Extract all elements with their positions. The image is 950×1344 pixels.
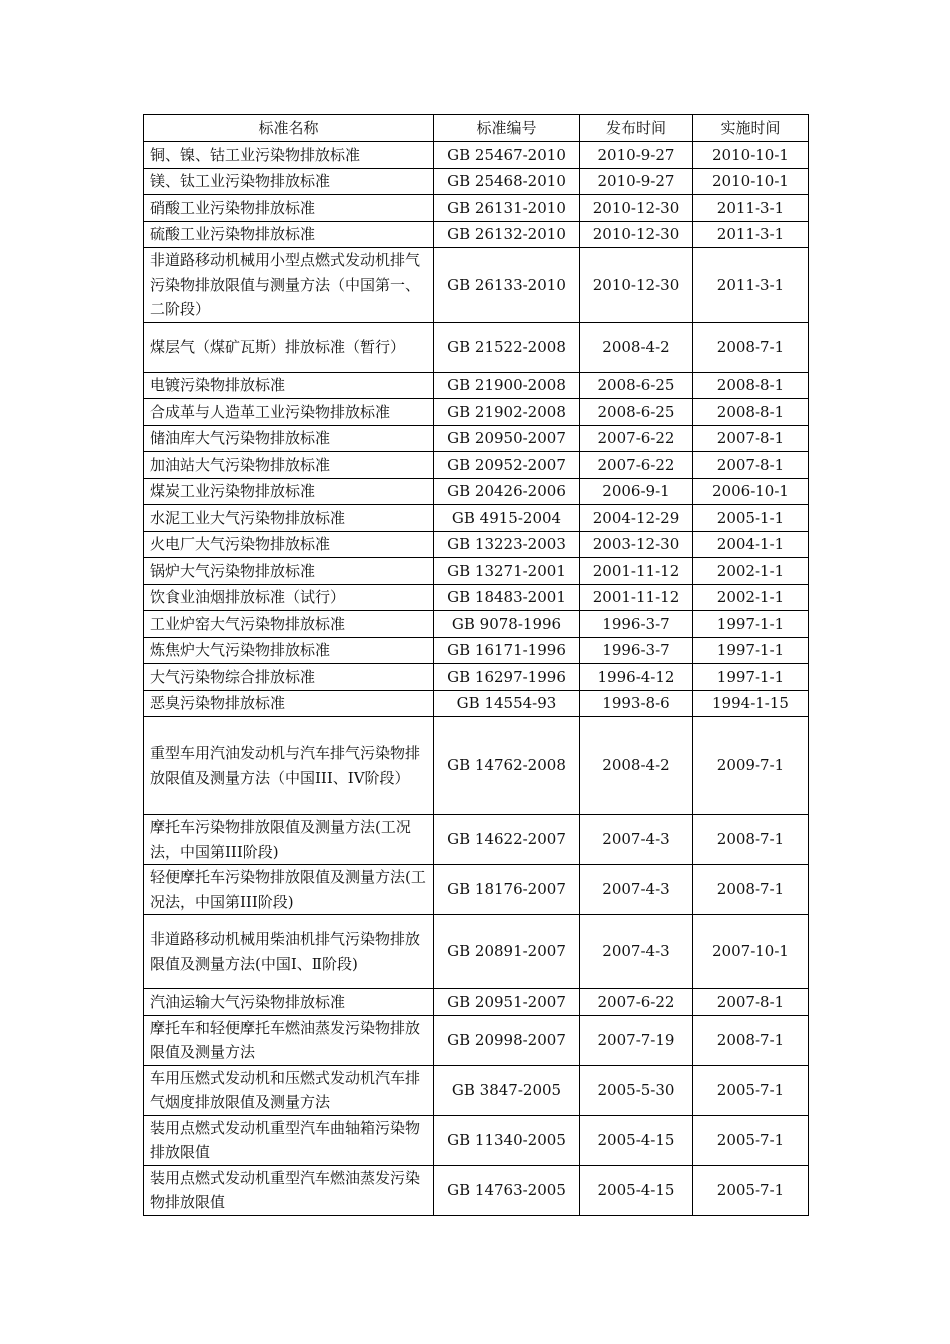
table-row bbox=[144, 168, 809, 195]
effective-date-cell: 2002-1-1 bbox=[693, 584, 809, 611]
effective-date-cell: 2005-7-1 bbox=[693, 1115, 809, 1165]
issue-date-cell: 2007-4-3 bbox=[580, 915, 693, 989]
header-standard-code: 标准编号 bbox=[434, 115, 580, 142]
standard-code-cell: GB 14622-2007 bbox=[434, 815, 580, 865]
issue-date-cell: 2005-5-30 bbox=[580, 1065, 693, 1115]
standard-code-cell: GB 21902-2008 bbox=[434, 399, 580, 426]
standard-code-cell: GB 20998-2007 bbox=[434, 1015, 580, 1065]
effective-date-cell: 1997-1-1 bbox=[693, 637, 809, 664]
standard-name-cell: 非道路移动机械用柴油机排气污染物排放限值及测量方法(中国Ⅰ、Ⅱ阶段) bbox=[144, 915, 434, 989]
standard-code-cell: GB 18176-2007 bbox=[434, 865, 580, 915]
table-row bbox=[144, 322, 809, 372]
table-row bbox=[144, 1115, 809, 1165]
standard-code-cell: GB 16171-1996 bbox=[434, 637, 580, 664]
standard-code-cell: GB 14554-93 bbox=[434, 690, 580, 717]
issue-date-cell: 2007-7-19 bbox=[580, 1015, 693, 1065]
table-row bbox=[144, 1065, 809, 1115]
standard-code-cell: GB 26133-2010 bbox=[434, 248, 580, 323]
effective-date-cell: 1994-1-15 bbox=[693, 690, 809, 717]
table-row bbox=[144, 372, 809, 399]
standard-code-cell: GB 18483-2001 bbox=[434, 584, 580, 611]
effective-date-cell: 2010-10-1 bbox=[693, 142, 809, 169]
issue-date-cell: 2008-6-25 bbox=[580, 399, 693, 426]
issue-date-cell: 2008-4-2 bbox=[580, 717, 693, 815]
standard-code-cell: GB 20891-2007 bbox=[434, 915, 580, 989]
effective-date-cell: 2005-7-1 bbox=[693, 1065, 809, 1115]
standard-name-cell: 轻便摩托车污染物排放限值及测量方法(工况法，中国第III阶段) bbox=[144, 865, 434, 915]
issue-date-cell: 2010-12-30 bbox=[580, 248, 693, 323]
effective-date-cell: 2008-8-1 bbox=[693, 399, 809, 426]
issue-date-cell: 2008-4-2 bbox=[580, 322, 693, 372]
table-row bbox=[144, 531, 809, 558]
issue-date-cell: 2010-12-30 bbox=[580, 195, 693, 222]
effective-date-cell: 1997-1-1 bbox=[693, 664, 809, 691]
issue-date-cell: 2008-6-25 bbox=[580, 372, 693, 399]
standard-code-cell: GB 26132-2010 bbox=[434, 221, 580, 248]
table-row bbox=[144, 505, 809, 532]
table-row bbox=[144, 815, 809, 865]
standard-name-cell: 储油库大气污染物排放标准 bbox=[144, 425, 434, 452]
table-row bbox=[144, 248, 809, 323]
table-row bbox=[144, 142, 809, 169]
effective-date-cell: 2011-3-1 bbox=[693, 221, 809, 248]
table-row bbox=[144, 558, 809, 585]
standard-name-cell: 铜、镍、钴工业污染物排放标准 bbox=[144, 142, 434, 169]
issue-date-cell: 2005-4-15 bbox=[580, 1165, 693, 1215]
effective-date-cell: 2009-7-1 bbox=[693, 717, 809, 815]
table-body bbox=[144, 142, 809, 1216]
standard-name-cell: 煤层气（煤矿瓦斯）排放标准（暂行） bbox=[144, 322, 434, 372]
table-row bbox=[144, 717, 809, 815]
effective-date-cell: 2007-8-1 bbox=[693, 452, 809, 479]
effective-date-cell: 2011-3-1 bbox=[693, 248, 809, 323]
standard-code-cell: GB 25468-2010 bbox=[434, 168, 580, 195]
standard-name-cell: 大气污染物综合排放标准 bbox=[144, 664, 434, 691]
effective-date-cell: 2008-7-1 bbox=[693, 1015, 809, 1065]
standard-name-cell: 水泥工业大气污染物排放标准 bbox=[144, 505, 434, 532]
issue-date-cell: 1993-8-6 bbox=[580, 690, 693, 717]
standard-name-cell: 装用点燃式发动机重型汽车燃油蒸发污染物排放限值 bbox=[144, 1165, 434, 1215]
standard-name-cell: 火电厂大气污染物排放标准 bbox=[144, 531, 434, 558]
effective-date-cell: 2005-1-1 bbox=[693, 505, 809, 532]
standard-name-cell: 重型车用汽油发动机与汽车排气污染物排放限值及测量方法（中国III、IV阶段） bbox=[144, 717, 434, 815]
issue-date-cell: 2007-4-3 bbox=[580, 815, 693, 865]
standard-code-cell: GB 20950-2007 bbox=[434, 425, 580, 452]
standard-code-cell: GB 25467-2010 bbox=[434, 142, 580, 169]
standard-code-cell: GB 26131-2010 bbox=[434, 195, 580, 222]
table-row bbox=[144, 915, 809, 989]
standard-code-cell: GB 16297-1996 bbox=[434, 664, 580, 691]
issue-date-cell: 2010-12-30 bbox=[580, 221, 693, 248]
standard-name-cell: 摩托车和轻便摩托车燃油蒸发污染物排放限值及测量方法 bbox=[144, 1015, 434, 1065]
effective-date-cell: 2004-1-1 bbox=[693, 531, 809, 558]
standard-code-cell: GB 20952-2007 bbox=[434, 452, 580, 479]
table-row bbox=[144, 195, 809, 222]
effective-date-cell: 2008-8-1 bbox=[693, 372, 809, 399]
standard-name-cell: 电镀污染物排放标准 bbox=[144, 372, 434, 399]
header-standard-name: 标准名称 bbox=[144, 115, 434, 142]
standard-code-cell: GB 3847-2005 bbox=[434, 1065, 580, 1115]
effective-date-cell: 2007-8-1 bbox=[693, 425, 809, 452]
table-row bbox=[144, 664, 809, 691]
effective-date-cell: 1997-1-1 bbox=[693, 611, 809, 638]
standard-name-cell: 汽油运输大气污染物排放标准 bbox=[144, 989, 434, 1016]
issue-date-cell: 2001-11-12 bbox=[580, 584, 693, 611]
header-issue-date: 发布时间 bbox=[580, 115, 693, 142]
effective-date-cell: 2007-10-1 bbox=[693, 915, 809, 989]
issue-date-cell: 2010-9-27 bbox=[580, 142, 693, 169]
issue-date-cell: 2007-4-3 bbox=[580, 865, 693, 915]
standard-name-cell: 装用点燃式发动机重型汽车曲轴箱污染物排放限值 bbox=[144, 1115, 434, 1165]
table-row bbox=[144, 399, 809, 426]
table-row bbox=[144, 690, 809, 717]
table-header-row bbox=[144, 115, 809, 142]
table-row bbox=[144, 478, 809, 505]
standard-name-cell: 锅炉大气污染物排放标准 bbox=[144, 558, 434, 585]
table-row bbox=[144, 865, 809, 915]
table-row bbox=[144, 221, 809, 248]
effective-date-cell: 2011-3-1 bbox=[693, 195, 809, 222]
header-effective-date: 实施时间 bbox=[693, 115, 809, 142]
table-row bbox=[144, 425, 809, 452]
issue-date-cell: 2004-12-29 bbox=[580, 505, 693, 532]
standard-code-cell: GB 11340-2005 bbox=[434, 1115, 580, 1165]
standard-name-cell: 镁、钛工业污染物排放标准 bbox=[144, 168, 434, 195]
standard-name-cell: 合成革与人造革工业污染物排放标准 bbox=[144, 399, 434, 426]
issue-date-cell: 2001-11-12 bbox=[580, 558, 693, 585]
standards-table bbox=[143, 114, 809, 1216]
standard-code-cell: GB 21522-2008 bbox=[434, 322, 580, 372]
standard-code-cell: GB 14762-2008 bbox=[434, 717, 580, 815]
standard-name-cell: 加油站大气污染物排放标准 bbox=[144, 452, 434, 479]
standard-code-cell: GB 13271-2001 bbox=[434, 558, 580, 585]
table-row bbox=[144, 1015, 809, 1065]
table-row bbox=[144, 452, 809, 479]
effective-date-cell: 2007-8-1 bbox=[693, 989, 809, 1016]
issue-date-cell: 1996-3-7 bbox=[580, 637, 693, 664]
effective-date-cell: 2008-7-1 bbox=[693, 865, 809, 915]
standard-code-cell: GB 9078-1996 bbox=[434, 611, 580, 638]
issue-date-cell: 1996-4-12 bbox=[580, 664, 693, 691]
standard-name-cell: 工业炉窑大气污染物排放标准 bbox=[144, 611, 434, 638]
standard-name-cell: 摩托车污染物排放限值及测量方法(工况法，中国第III阶段) bbox=[144, 815, 434, 865]
effective-date-cell: 2005-7-1 bbox=[693, 1165, 809, 1215]
standard-code-cell: GB 20951-2007 bbox=[434, 989, 580, 1016]
issue-date-cell: 2007-6-22 bbox=[580, 452, 693, 479]
standard-name-cell: 恶臭污染物排放标准 bbox=[144, 690, 434, 717]
table-row bbox=[144, 637, 809, 664]
standard-name-cell: 硝酸工业污染物排放标准 bbox=[144, 195, 434, 222]
effective-date-cell: 2008-7-1 bbox=[693, 815, 809, 865]
standard-name-cell: 车用压燃式发动机和压燃式发动机汽车排气烟度排放限值及测量方法 bbox=[144, 1065, 434, 1115]
issue-date-cell: 2007-6-22 bbox=[580, 989, 693, 1016]
issue-date-cell: 2006-9-1 bbox=[580, 478, 693, 505]
effective-date-cell: 2002-1-1 bbox=[693, 558, 809, 585]
standard-code-cell: GB 4915-2004 bbox=[434, 505, 580, 532]
issue-date-cell: 1996-3-7 bbox=[580, 611, 693, 638]
effective-date-cell: 2006-10-1 bbox=[693, 478, 809, 505]
issue-date-cell: 2005-4-15 bbox=[580, 1115, 693, 1165]
standard-code-cell: GB 13223-2003 bbox=[434, 531, 580, 558]
standard-code-cell: GB 20426-2006 bbox=[434, 478, 580, 505]
standard-name-cell: 煤炭工业污染物排放标准 bbox=[144, 478, 434, 505]
issue-date-cell: 2007-6-22 bbox=[580, 425, 693, 452]
table-row bbox=[144, 611, 809, 638]
table-row bbox=[144, 989, 809, 1016]
table-row bbox=[144, 1165, 809, 1215]
standard-name-cell: 硫酸工业污染物排放标准 bbox=[144, 221, 434, 248]
standard-name-cell: 非道路移动机械用小型点燃式发动机排气污染物排放限值与测量方法（中国第一、二阶段） bbox=[144, 248, 434, 323]
effective-date-cell: 2010-10-1 bbox=[693, 168, 809, 195]
standard-code-cell: GB 21900-2008 bbox=[434, 372, 580, 399]
standard-name-cell: 炼焦炉大气污染物排放标准 bbox=[144, 637, 434, 664]
effective-date-cell: 2008-7-1 bbox=[693, 322, 809, 372]
table-row bbox=[144, 584, 809, 611]
standard-name-cell: 饮食业油烟排放标准（试行） bbox=[144, 584, 434, 611]
standard-code-cell: GB 14763-2005 bbox=[434, 1165, 580, 1215]
issue-date-cell: 2010-9-27 bbox=[580, 168, 693, 195]
issue-date-cell: 2003-12-30 bbox=[580, 531, 693, 558]
